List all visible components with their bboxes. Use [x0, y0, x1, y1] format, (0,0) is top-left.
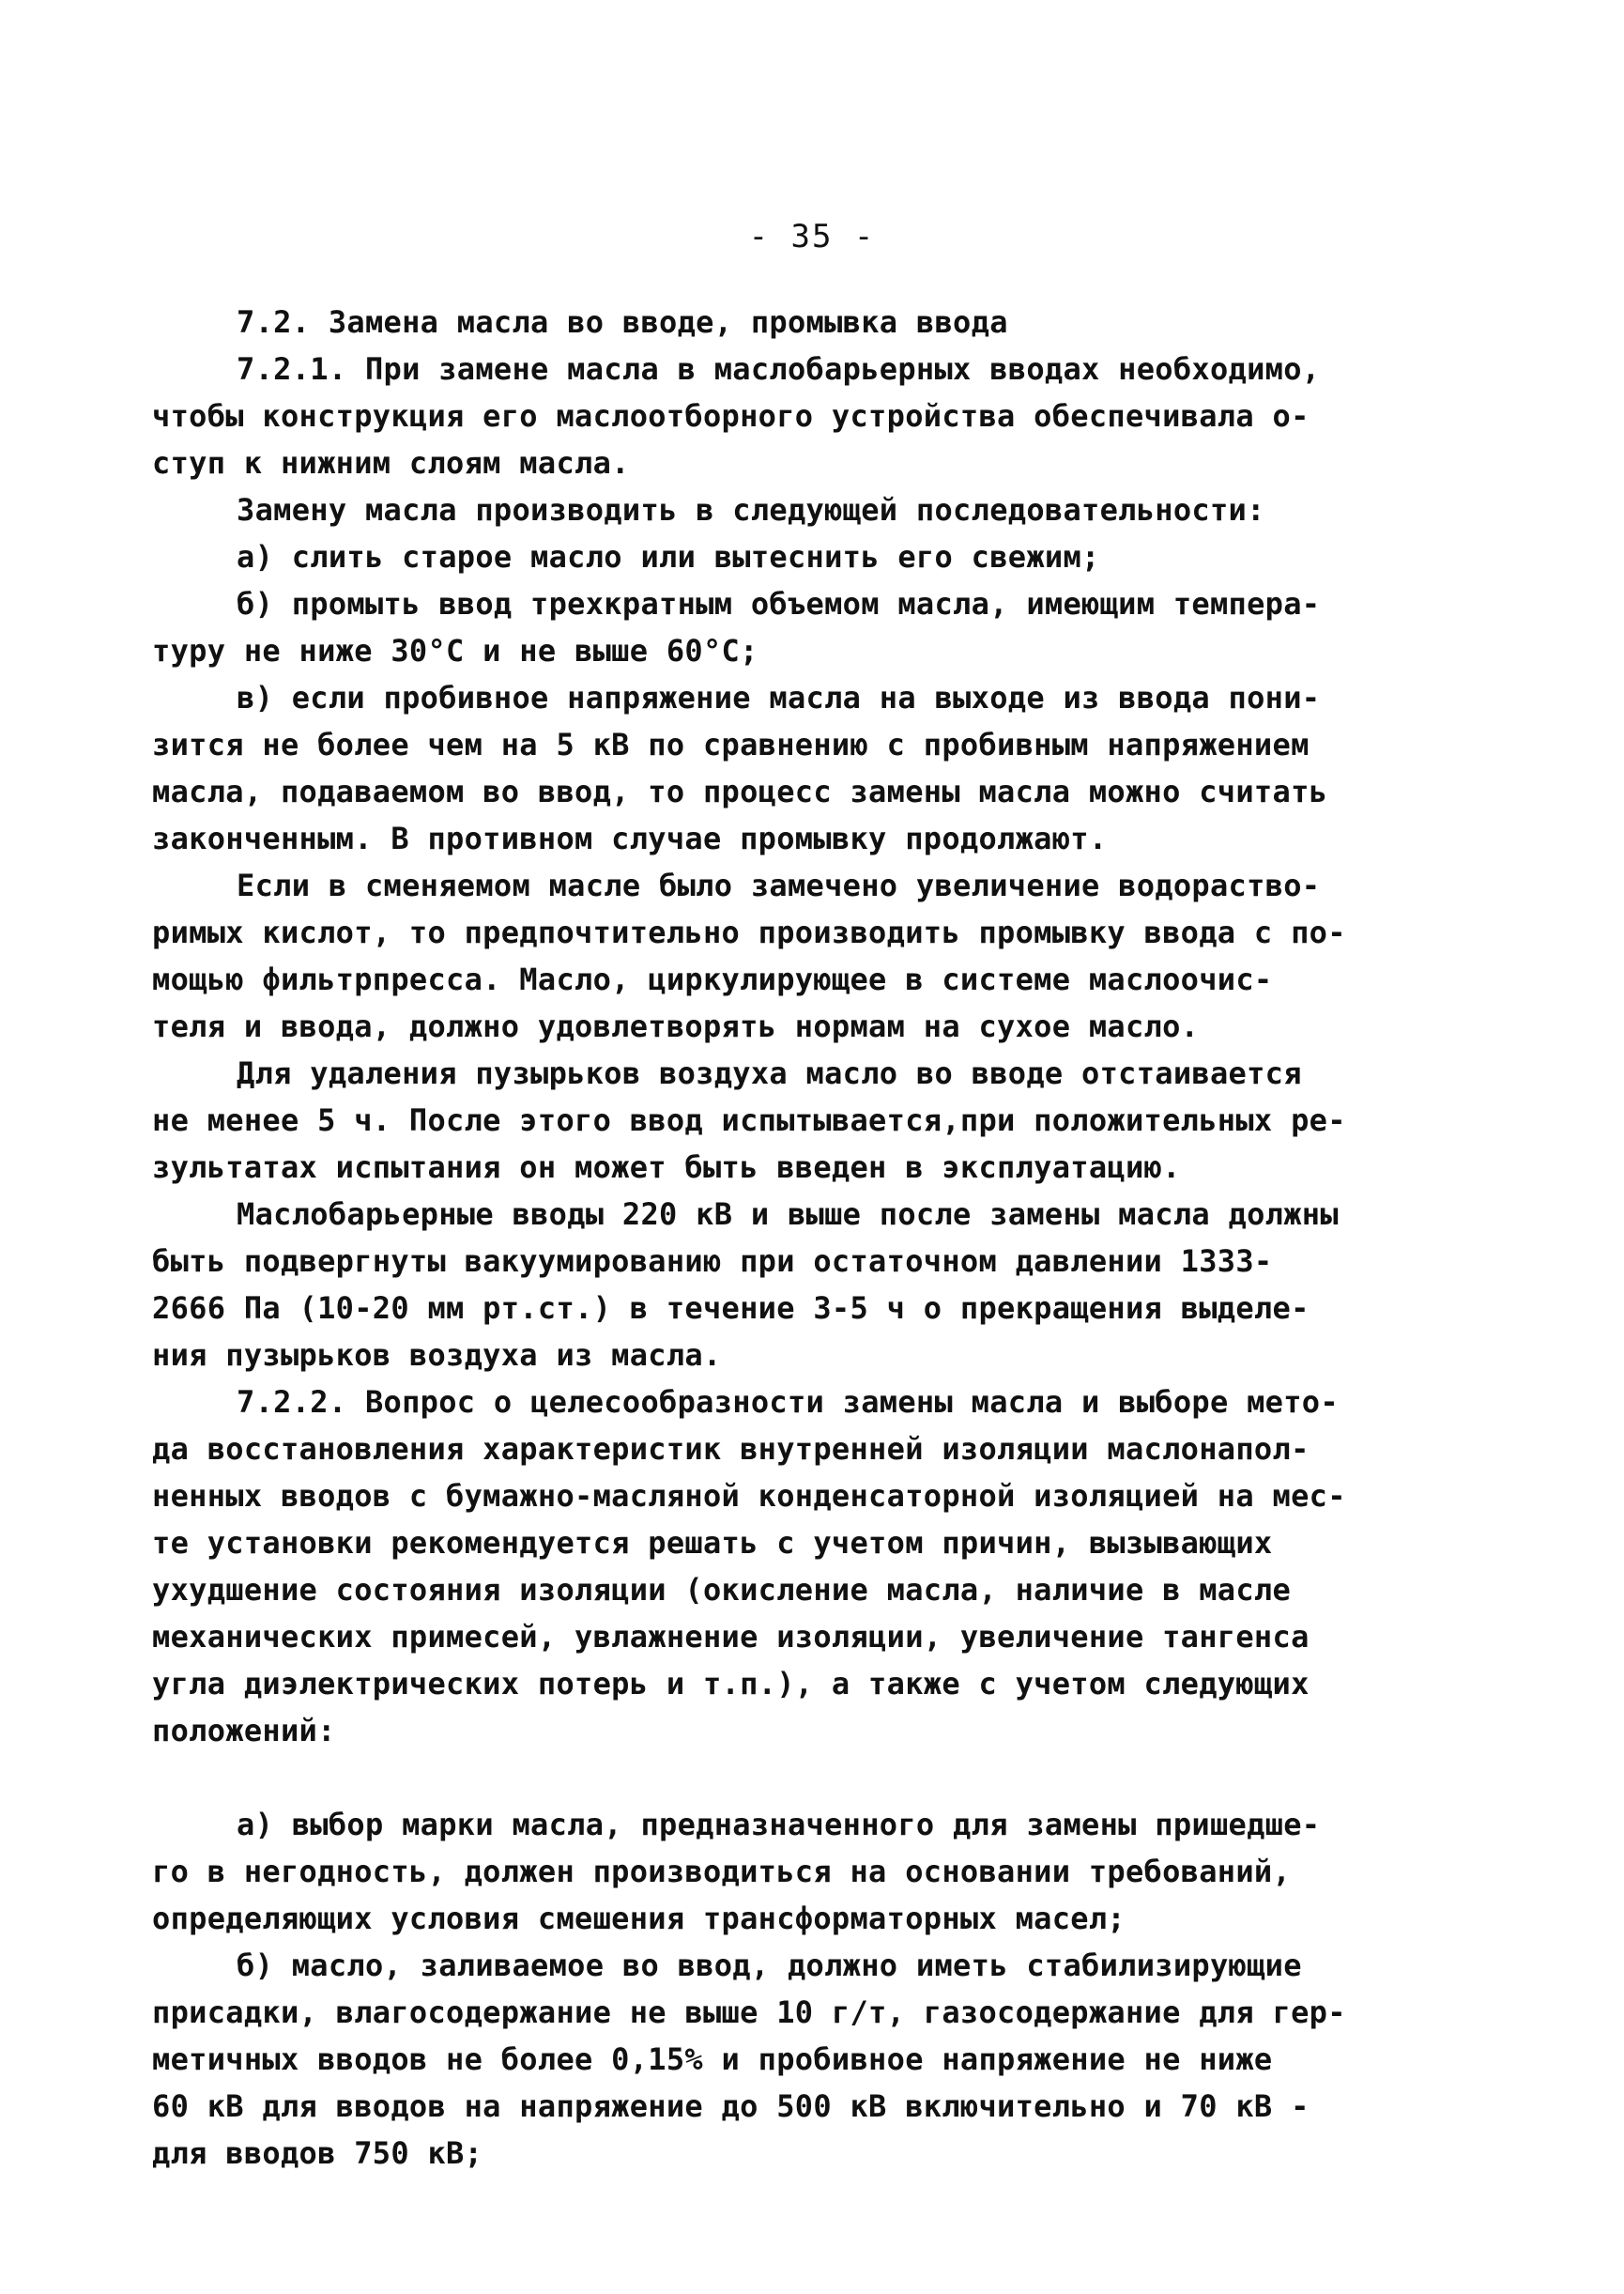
- text-line: Если в сменяемом масле было замечено увеличение водораство-: [237, 868, 1321, 903]
- text-line: 60 кВ для вводов на напряжение до 500 кВ включительно и 70 кВ -: [152, 2088, 1310, 2124]
- text-line: угла диэлектрических потерь и т.п.), а также с учетом следующих: [152, 1666, 1310, 1701]
- text-line: а) слить старое масло или вытеснить его свежим;: [237, 539, 1100, 575]
- text-line: б) промыть ввод трехкратным объемом масла, имеющим темпера-: [237, 586, 1321, 622]
- text-line: 7.2.2. Вопрос о целесообразности замены масла и выборе мето-: [237, 1384, 1339, 1420]
- text-line: механических примесей, увлажнение изоляции, увеличение тангенса: [152, 1619, 1310, 1655]
- text-line: ненных вводов с бумажно-масляной конденсаторной изоляцией на мес-: [152, 1478, 1346, 1514]
- text-line: мощью фильтрпресса. Масло, циркулирующее в системе маслоочис-: [152, 962, 1273, 997]
- text-line: те установки рекомендуется решать с учетом причин, вызывающих: [152, 1525, 1273, 1561]
- text-line: Замену масла производить в следующей последовательности:: [237, 492, 1265, 528]
- text-line: ухудшение состояния изоляции (окисление масла, наличие в масле: [152, 1572, 1292, 1608]
- text-line: метичных вводов не более 0,15% и пробивное напряжение не ниже: [152, 2041, 1273, 2077]
- text-line: 7.2.1. При замене масла в маслобарьерных вводах необходимо,: [237, 351, 1321, 387]
- text-line: 2666 Па (10-20 мм рт.ст.) в течение 3-5 ч о прекращения выделе-: [152, 1290, 1310, 1326]
- text-line: 7.2. Замена масла во вводе, промывка ввода: [237, 304, 1008, 340]
- text-line: в) если пробивное напряжение масла на выходе из ввода пони-: [237, 680, 1321, 716]
- text-line: законченным. В противном случае промывку продолжают.: [152, 821, 1108, 856]
- text-line: для вводов 750 кВ;: [152, 2135, 483, 2171]
- text-line: зультатах испытания он может быть введен в эксплуатацию.: [152, 1149, 1181, 1185]
- text-line: зится не более чем на 5 кВ по сравнению с пробивным напряжением: [152, 727, 1310, 762]
- page-number: - 35 -: [748, 218, 876, 255]
- document-body: [152, 299, 1372, 2177]
- text-line: быть подвергнуты вакуумированию при остаточном давлении 1333-: [152, 1243, 1273, 1279]
- text-line: чтобы конструкция его маслоотборного устройства обеспечивала о-: [152, 398, 1310, 434]
- text-line: присадки, влагосодержание не выше 10 г/т, газосодержание для гер-: [152, 1994, 1346, 2030]
- text-line: ния пузырьков воздуха из масла.: [152, 1337, 722, 1373]
- text-line: а) выбор марки масла, предназначенного для замены пришедше-: [237, 1807, 1321, 1842]
- text-line: го в негодность, должен производиться на основании требований,: [152, 1854, 1292, 1889]
- text-line: определяющих условия смешения трансформаторных масел;: [152, 1901, 1126, 1936]
- text-line: б) масло, заливаемое во ввод, должно иметь стабилизирующие: [237, 1948, 1302, 1983]
- text-line: туру не ниже 30°С и не выше 60°С;: [152, 633, 758, 669]
- text-line: положений:: [152, 1713, 336, 1748]
- text-line: римых кислот, то предпочтительно производить промывку ввода с по-: [152, 915, 1346, 950]
- text-line: [152, 1754, 1372, 1801]
- text-line: Маслобарьерные вводы 220 кВ и выше после замены масла должны: [237, 1196, 1339, 1232]
- text-line: да восстановления характеристик внутренней изоляции маслонапол-: [152, 1431, 1310, 1467]
- text-line: масла, подаваемом во ввод, то процесс замены масла можно считать: [152, 774, 1328, 809]
- text-line: ступ к нижним слоям масла.: [152, 445, 630, 481]
- text-line: теля и ввода, должно удовлетворять нормам на сухое масло.: [152, 1008, 1200, 1044]
- text-line: Для удаления пузырьков воздуха масло во вводе отстаивается: [237, 1055, 1302, 1091]
- text-line: не менее 5 ч. После этого ввод испытывается,при положительных ре-: [152, 1102, 1346, 1138]
